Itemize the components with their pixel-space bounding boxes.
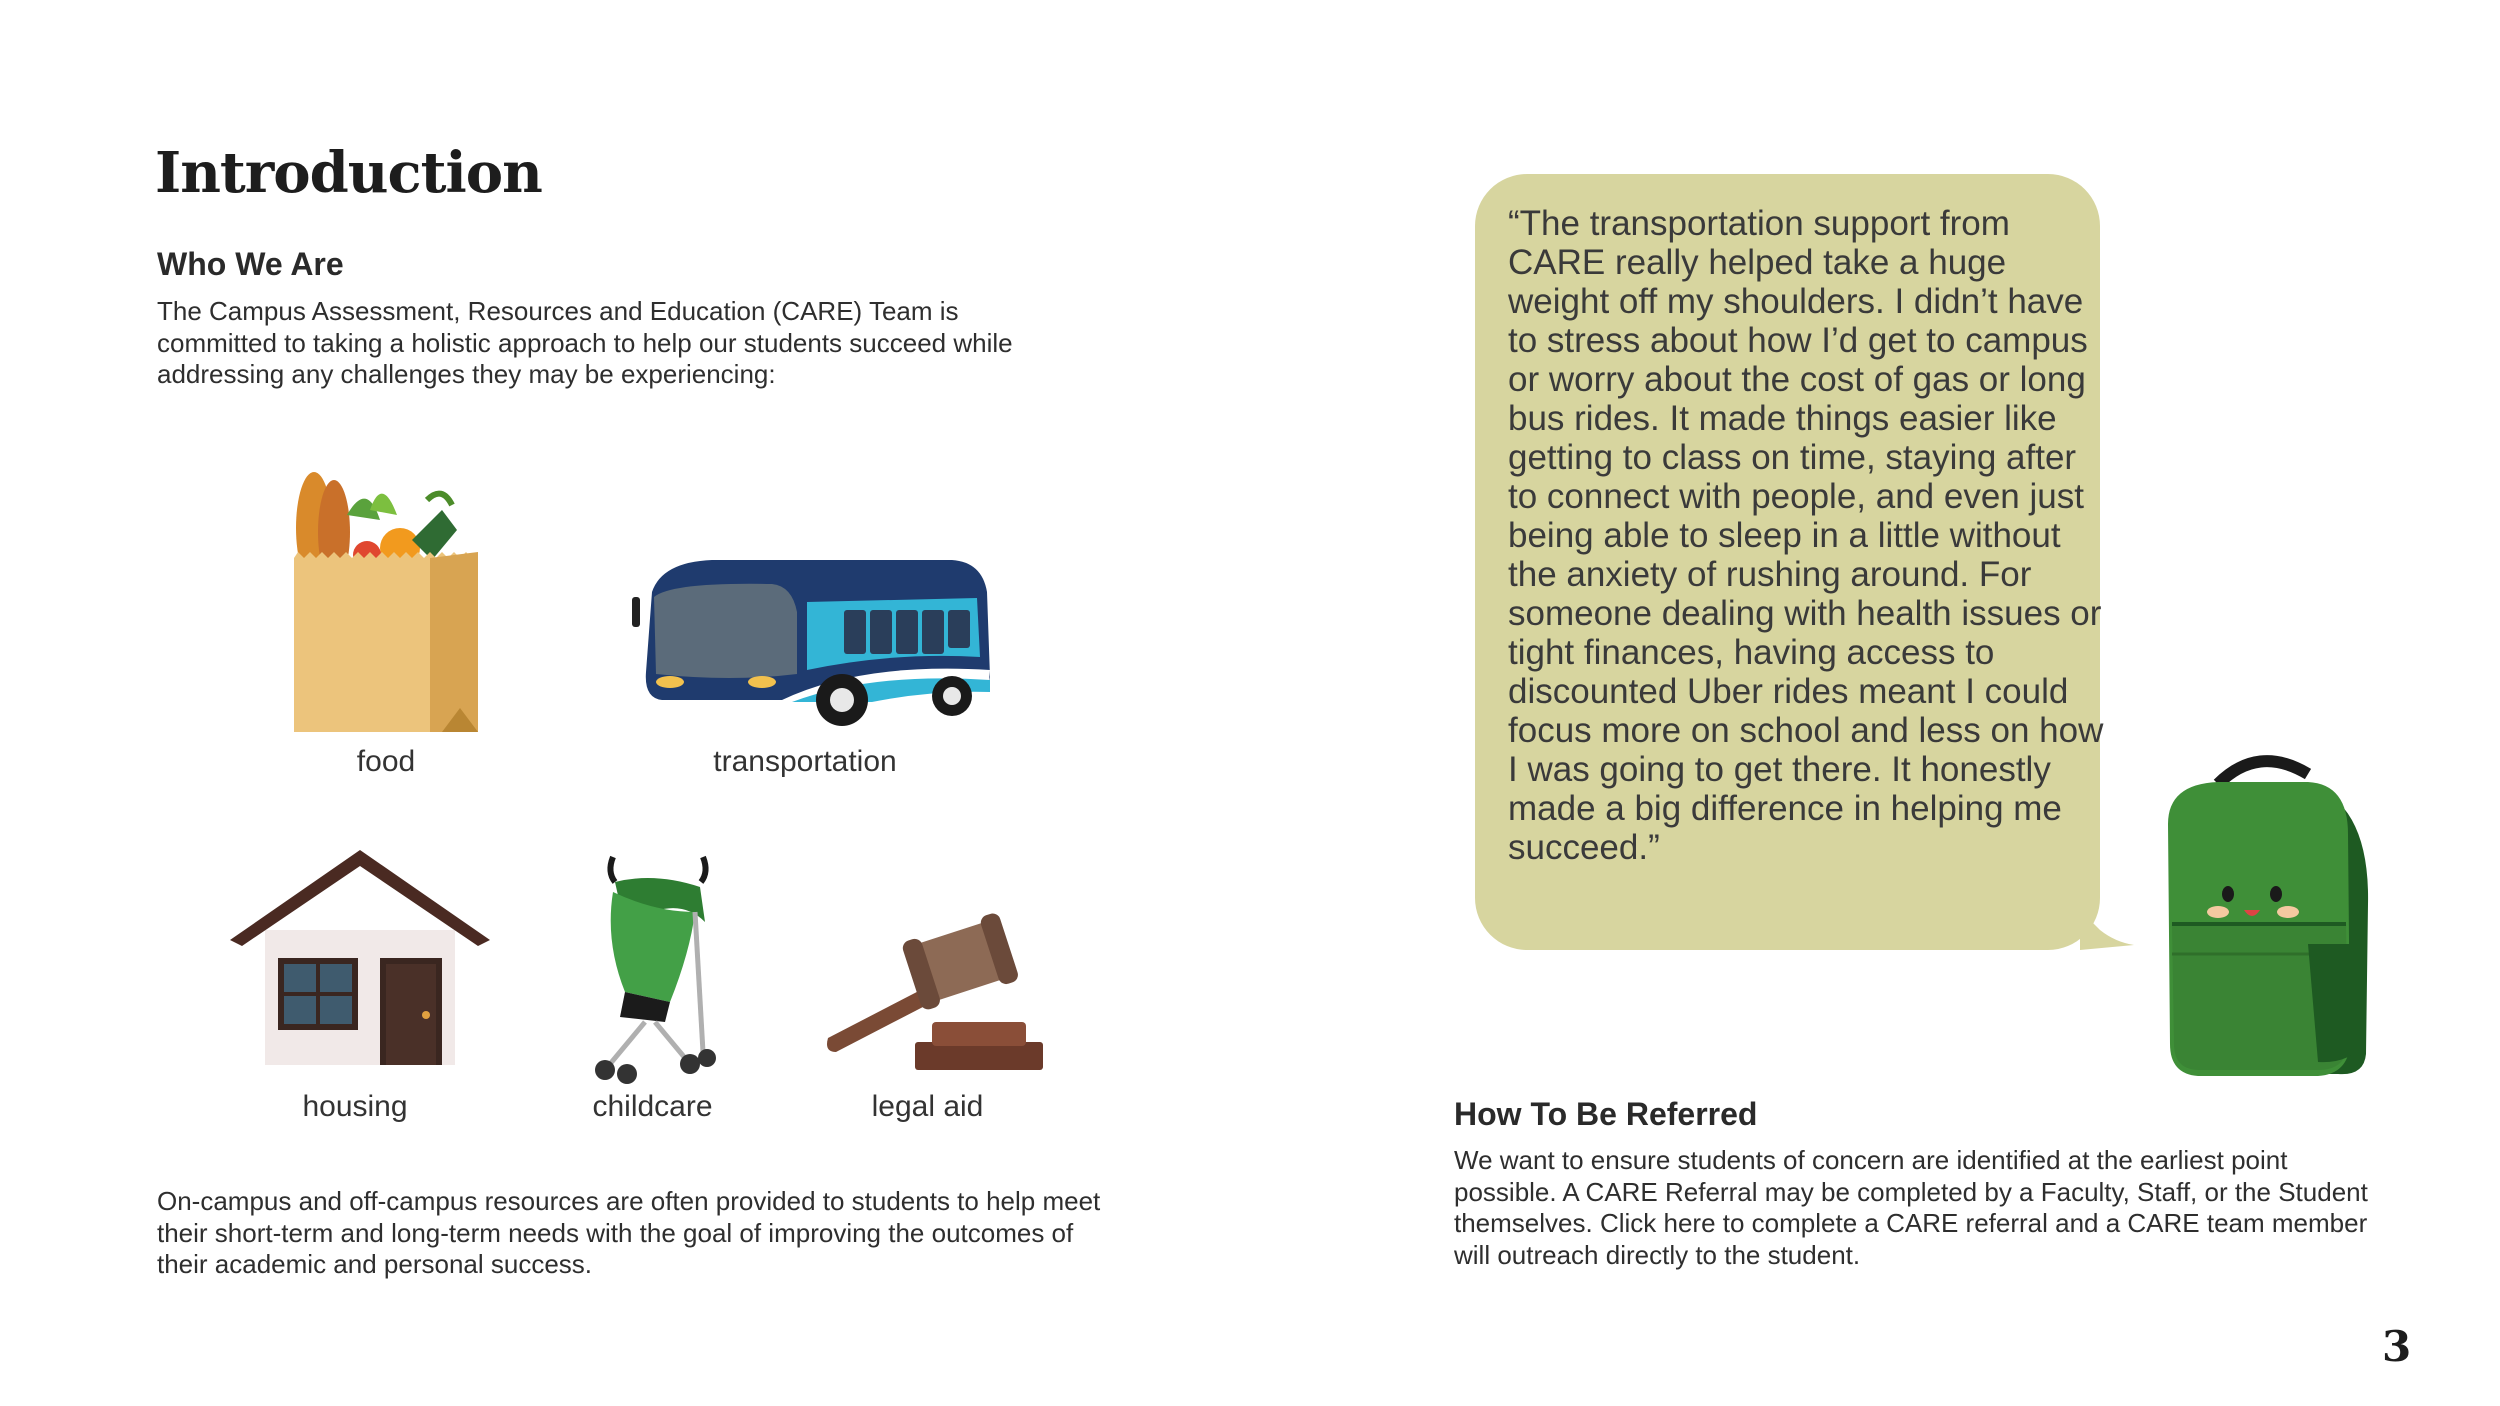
need-caption-food: food [356, 745, 416, 778]
need-caption-legal-aid: legal aid [871, 1090, 984, 1123]
backpack-mascot-icon [2158, 744, 2372, 1082]
stroller-icon [585, 852, 725, 1084]
referral-heading: How To Be Referred [1454, 1096, 1758, 1132]
gavel-icon [820, 910, 1045, 1072]
need-caption-housing: housing [302, 1090, 408, 1123]
bubble-tail-icon [2080, 910, 2135, 952]
who-we-are-heading: Who We Are [157, 246, 344, 282]
testimonial-quote: “The transportation support from CARE really helped take a huge weight off my shoulders. I didn’t have to stress about how I’d get to campus or worry about the cost of gas or long bus rides. It made things easier like getting to class on time, staying after to connect with people, and even just being able to sleep in a little without the anxiety of rushing around. For someone dealing with health issues or tight finances, having access to discounted Uber rides meant I could focus more on school and less on how I was going to get there. It honestly made a big difference in helping me succeed.” [1508, 204, 2104, 867]
grocery-bag-icon [292, 470, 482, 732]
house-icon [230, 850, 490, 1070]
who-we-are-body: The Campus Assessment, Resources and Education (CARE) Team is committed to taking a holistic approach to help our students succeed while addressing any challenges they may be experiencing: [157, 296, 1013, 389]
referral-body: We want to ensure students of concern are identified at the earliest point possible. A CARE Referral may be completed by a Faculty, Staff, or the Student themselves. Click here to complete a CARE referral and a CARE team member will outreach directly to the student. [1454, 1145, 2368, 1270]
need-caption-transportation: transportation [713, 745, 897, 778]
page-title: Introduction [155, 140, 542, 206]
bus-icon [632, 552, 992, 730]
resources-note: On-campus and off-campus resources are often provided to students to help meet their short-term and long-term needs with the goal of improving the outcomes of their academic and personal success. [157, 1186, 1101, 1279]
need-caption-childcare: childcare [592, 1090, 713, 1123]
page-number: 3 [2382, 1322, 2412, 1371]
